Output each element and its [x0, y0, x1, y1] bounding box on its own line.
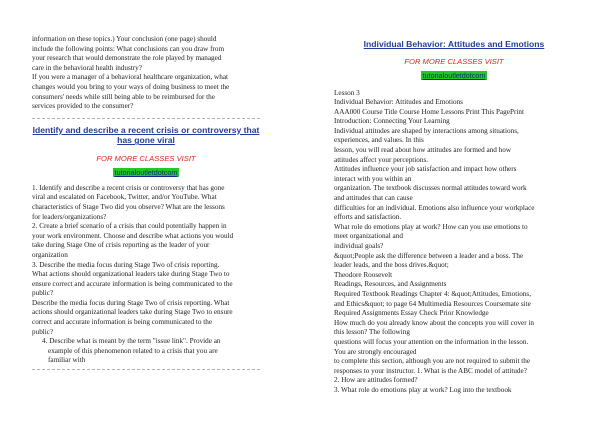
dashed-divider — [32, 118, 260, 119]
text-line: include the following points: What conclusions can you draw from — [32, 44, 225, 53]
text-line: Required Assignments Essay Check Prior Knowledge — [334, 309, 489, 318]
text-line: actions should organizational leaders take during Stage Two to ensure — [32, 308, 233, 317]
text-line: consumers' needs while still being able to be reimbursed for the — [32, 92, 215, 101]
text-line: and Ethics&quot; to page 64 Multimedia Resources Coursemate site — [334, 299, 531, 308]
text-line: Introduction: Connecting Your Learning — [334, 117, 450, 126]
text-line: correct and accurate information is being communicated to the — [32, 318, 213, 327]
text-line: Individual attitudes are shaped by interactions among situations, — [334, 126, 519, 135]
text-line: your research that would demonstrate the role played by managed — [32, 54, 222, 63]
site-link-wrap — [334, 69, 574, 80]
text-line: Readings, Resources, and Assignments — [334, 280, 447, 289]
text-line: Individual Behavior: Attitudes and Emotions — [334, 98, 463, 107]
text-line: lesson, you will read about how attitudes are formed and how — [334, 146, 512, 155]
body-paragraph — [32, 184, 260, 338]
text-line: interact with you within an — [334, 174, 412, 183]
text-line: What role do emotions play at work? How can you use emotions to — [334, 222, 528, 231]
text-line: take during Stage One of crisis reporting as the leader of your — [32, 241, 210, 250]
intro-paragraph — [32, 35, 260, 112]
text-line: public? — [32, 289, 54, 298]
section-title[interactable] — [32, 125, 260, 146]
body-paragraph — [334, 89, 574, 396]
text-line: and attitudes that can cause — [334, 194, 413, 203]
text-line: leader leads, and the boss drives.&quot; — [334, 261, 449, 270]
text-line: for leaders/organizations? — [32, 212, 107, 221]
promo-text: FOR MORE CLASSES VISIT — [96, 153, 196, 163]
text-line: to complete this section, although you are not required to submit the — [334, 357, 531, 366]
site-link[interactable]: tutorialoutletdotcom — [422, 70, 486, 80]
text-line: familiar with — [48, 356, 86, 365]
text-line: individual goals? — [334, 242, 384, 250]
text-line: 1. Identify and describe a recent crisis or controversy that has gone — [32, 183, 225, 192]
dashed-divider — [32, 369, 260, 370]
text-line: attitudes affect your perceptions. — [334, 155, 429, 164]
text-line: questions will focus your attention on the information in the lesson. — [334, 337, 529, 346]
text-line: example of this phenomenon related to a crisis that you are — [48, 346, 218, 355]
site-link[interactable]: tutorialoutletdotcom — [114, 167, 178, 177]
text-line: Theodore Roosevelt — [334, 270, 393, 279]
title-line[interactable]: has gone viral — [117, 135, 175, 146]
text-line: How much do you already know about the concepts you will cover in — [334, 318, 535, 327]
text-line: 3. What role do emotions play at work? Log into the textbook — [334, 385, 512, 394]
text-line: changes would you bring to your ways of doing business to meet the — [32, 82, 230, 91]
promo-text: FOR MORE CLASSES VISIT — [404, 56, 504, 66]
text-line: Required Textbook Readings Chapter 4: &quot;Attitudes, Emotions, — [334, 289, 531, 298]
text-line: meet organizational and — [334, 232, 403, 241]
text-line: your work environment. Choose and describe what actions you would — [32, 231, 234, 240]
site-link-wrap — [32, 166, 260, 177]
right-column — [334, 0, 574, 396]
text-line: 4. Describe what is meant by the term "issue link". Provide an — [42, 337, 221, 346]
text-line: this lesson? The following — [334, 328, 410, 337]
text-line: Lesson 3 — [334, 88, 360, 97]
text-line: You are strongly encouraged — [334, 347, 417, 356]
text-line: &quot;People ask the difference between a leader and a boss. The — [334, 251, 524, 260]
text-line: 2. Create a brief scenario of a crisis that could potentially happen in — [32, 222, 227, 231]
list-item-4 — [32, 337, 260, 366]
text-line: care in the behavioral health industry? — [32, 63, 142, 72]
text-line: organization. The textbook discusses normal attitudes toward work — [334, 184, 527, 193]
text-line: What actions should organizational leaders take during Stage Two to — [32, 270, 230, 279]
text-line: 2. How are attitudes formed? — [334, 376, 418, 385]
text-line: information on these topics.) Your conclusion (one page) should — [32, 35, 217, 43]
text-line: experiences, and values. In this — [334, 136, 424, 145]
title-line[interactable]: Identify and describe a recent crisis or controversy that — [32, 124, 260, 135]
left-column — [32, 0, 260, 370]
text-line: 3. Describe the media focus during Stage Two of crisis reporting. — [32, 260, 220, 269]
text-line: AAA000 Course Title Course Home Lessons Print This PagePrint — [334, 107, 524, 116]
text-line: characteristics of Stage Two did you observe? What are the lessons — [32, 202, 225, 211]
text-line: ensure correct and accurate information is being communicated to the — [32, 279, 233, 288]
text-line: difficulties for an individual. Emotions also influence your workplace — [334, 203, 535, 212]
section-title[interactable]: Individual Behavior: Attitudes and Emotions — [363, 39, 545, 49]
text-line: Describe the media focus during Stage Two of crisis reporting. What — [32, 298, 230, 307]
text-line: Attitudes influence your job satisfaction and impact how others — [334, 165, 517, 174]
text-line: If you were a manager of a behavioral healthcare organization, what — [32, 73, 229, 82]
text-line: organization — [32, 250, 68, 259]
text-line: efforts and satisfaction. — [334, 213, 402, 222]
text-line: viral and escalated on Facebook, Twitter, and/or YouTube. What — [32, 193, 217, 202]
text-line: public? — [32, 327, 54, 336]
text-line: responses to your instructor. 1. What is the ABC model of attitude? — [334, 366, 527, 375]
text-line: services provided to the consumer? — [32, 102, 134, 111]
